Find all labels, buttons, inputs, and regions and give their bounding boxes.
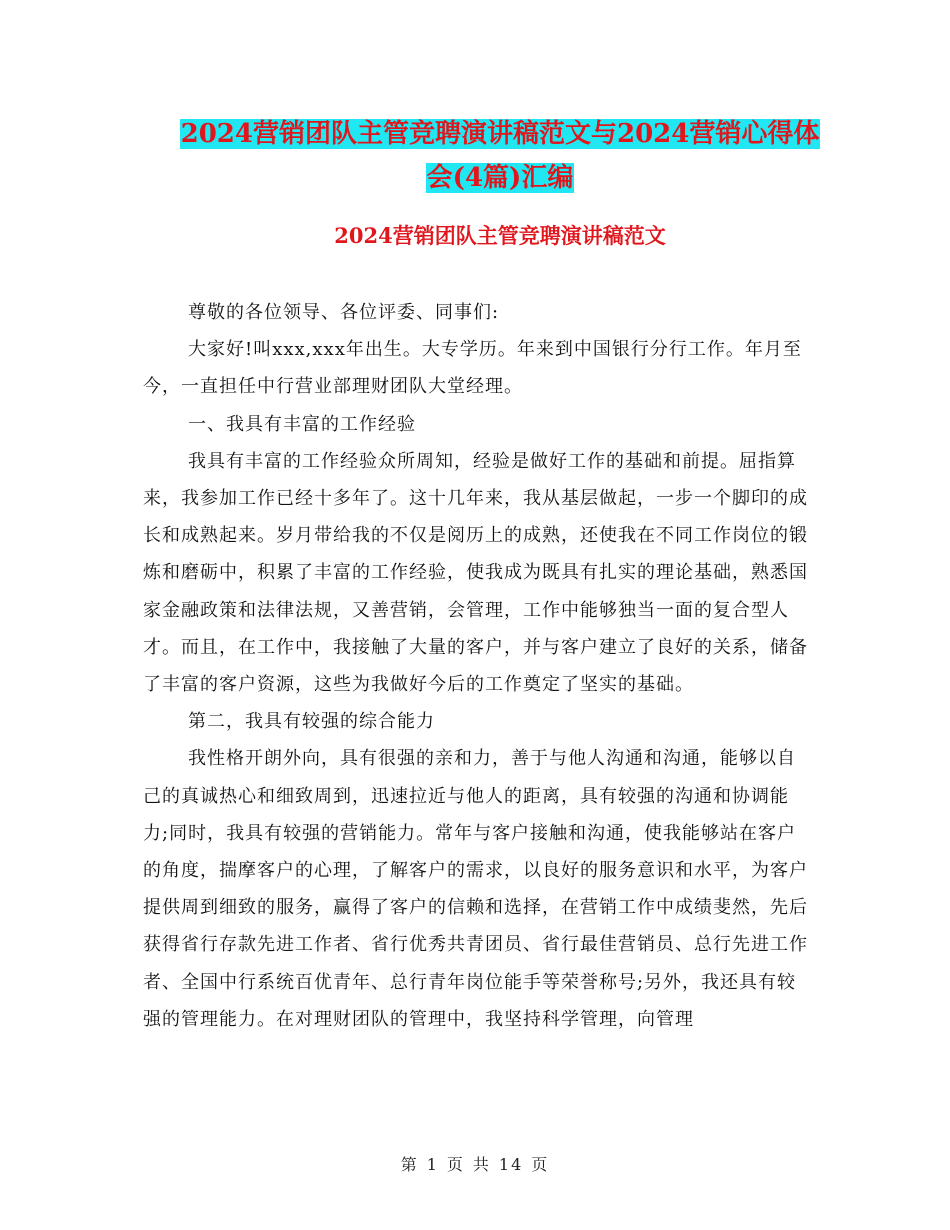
footer-page-label: 第	[400, 1155, 419, 1174]
paragraph-ability: 我性格开朗外向，具有很强的亲和力，善于与他人沟通和沟通，能够以自己的真诚热心和细致周到，迅速拉近与他人的距离，具有较强的沟通和协调能力;同时，我具有较强的营销能力。常年与客户接触和沟通，使我能够站在客户的角度，揣摩客户的心理，了解客户的需求，以良好的服务意识和水平，为客户提供周到细致的服务，赢得了客户的信赖和选择，在营销工作中成绩斐然，先后获得省行存款先进工作者、省行优秀共青团员、省行最佳营销员、总行先进工作者、全国中行系统百优青年、总行青年岗位能手等荣誉称号;另外，我还具有较强的管理能力。在对理财团队的管理中，我坚持科学管理，向管理	[143, 748, 808, 1030]
paragraph-experience: 我具有丰富的工作经验众所周知，经验是做好工作的基础和前提。屈指算来，我参加工作已经十多年了。这十几年来，我从基层做起，一步一个脚印的成长和成熟起来。岁月带给我的不仅是阅历上的成熟，还使我在不同工作岗位的锻炼和磨砺中，积累了丰富的工作经验，使我成为既具有扎实的理论基础，熟悉国家金融政策和法律法规，又善营销，会管理，工作中能够独当一面的复合型人才。而且，在工作中，我接触了大量的客户，并与客户建立了良好的关系，储备了丰富的客户资源，这些为我做好今后的工作奠定了坚实的基础。	[143, 450, 808, 696]
heading-experience: 一、我具有丰富的工作经验	[188, 413, 416, 435]
title-line-1: 2024营销团队主管竞聘演讲稿范文与2024营销心得体	[180, 119, 820, 149]
paragraph-greeting: 尊敬的各位领导、各位评委、同事们:	[188, 302, 500, 323]
page-footer	[0, 1152, 950, 1175]
section-title: 2024营销团队主管竞聘演讲稿范文	[334, 223, 666, 248]
title-line-2: 会(4篇)汇编	[426, 163, 574, 193]
footer-page-number: 1	[426, 1155, 439, 1174]
footer-page-unit: 页	[446, 1155, 465, 1174]
footer-total-pages: 14	[498, 1155, 524, 1174]
document-body	[143, 294, 813, 1038]
footer-total-label: 共	[472, 1155, 491, 1174]
paragraph-intro: 大家好!叫xxx,xxx年出生。大专学历。年来到中国银行分行工作。年月至今，一直担任中行营业部理财团队大堂经理。	[143, 339, 802, 398]
heading-ability: 第二，我具有较强的综合能力	[188, 711, 435, 733]
document-title	[140, 112, 860, 200]
footer-total-unit: 页	[531, 1155, 550, 1174]
